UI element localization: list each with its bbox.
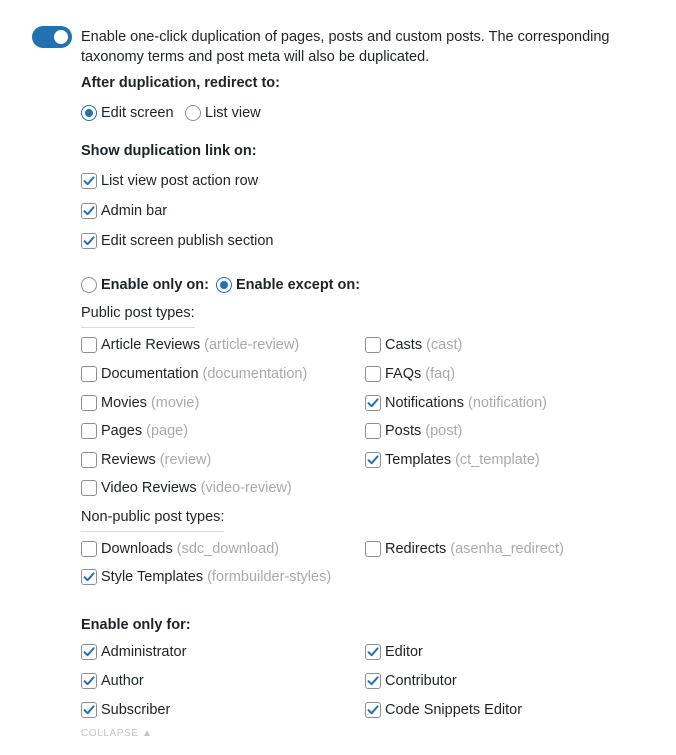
checkbox[interactable] <box>365 673 381 689</box>
role-label: Editor <box>385 644 423 660</box>
post-type-style-templates[interactable] <box>81 568 331 586</box>
radio-label: List view <box>205 105 261 121</box>
checkbox[interactable] <box>365 395 381 411</box>
post-type-label: Reviews <box>101 452 156 468</box>
post-type-label: Style Templates <box>101 569 204 585</box>
role-subscriber[interactable] <box>81 701 170 719</box>
post-type-slug: (cast) <box>426 337 463 353</box>
role-label: Code Snippets Editor <box>385 702 523 718</box>
intro-text: Enable one-click duplication of pages, posts and custom posts. The corresponding taxonomy terms and post meta will also be duplicated. <box>81 29 610 65</box>
post-type-casts[interactable] <box>365 336 462 354</box>
post-type-label: Notifications <box>385 395 464 411</box>
post-type-slug: (asenha_redirect) <box>450 541 564 557</box>
role-editor[interactable] <box>365 643 423 661</box>
checkbox[interactable] <box>365 337 381 353</box>
post-type-video-reviews[interactable] <box>81 479 292 497</box>
role-contributor[interactable] <box>365 672 457 690</box>
checkbox[interactable] <box>365 644 381 660</box>
checkbox[interactable] <box>365 541 381 557</box>
post-type-faqs[interactable] <box>365 365 455 383</box>
show-link-heading: Show duplication link on: <box>81 143 257 159</box>
post-type-label: Templates <box>385 452 452 468</box>
post-type-article-reviews[interactable] <box>81 336 299 354</box>
toggle-knob <box>54 30 68 44</box>
role-label: Author <box>101 673 144 689</box>
post-type-slug: (video-review) <box>200 480 292 496</box>
post-type-label: Casts <box>385 337 423 353</box>
post-type-slug: (movie) <box>150 395 200 411</box>
post-type-pages[interactable] <box>81 422 188 440</box>
radio-control[interactable] <box>216 277 232 293</box>
post-type-label: Posts <box>385 423 422 439</box>
checkbox-label: Edit screen publish section <box>101 233 274 249</box>
post-type-downloads[interactable] <box>81 540 279 558</box>
post-type-slug: (documentation) <box>202 366 308 382</box>
duplication-toggle[interactable] <box>32 26 72 48</box>
checkbox[interactable] <box>81 423 97 439</box>
post-type-label: Video Reviews <box>101 480 197 496</box>
role-label: Administrator <box>101 644 187 660</box>
role-label: Subscriber <box>101 702 171 718</box>
checkbox[interactable] <box>81 702 97 718</box>
redirect-heading: After duplication, redirect to: <box>81 75 280 91</box>
post-type-slug: (formbuilder-styles) <box>207 569 332 585</box>
post-type-label: Downloads <box>101 541 173 557</box>
checkbox[interactable] <box>81 480 97 496</box>
checkbox[interactable] <box>81 644 97 660</box>
post-type-notifications[interactable] <box>365 394 547 412</box>
radio-label: Edit screen <box>101 105 174 121</box>
radio-control[interactable] <box>81 105 97 121</box>
post-type-label: Movies <box>101 395 147 411</box>
post-type-documentation[interactable] <box>81 365 307 383</box>
radio-edit-screen[interactable] <box>81 104 174 122</box>
checkbox[interactable] <box>81 452 97 468</box>
post-type-label: FAQs <box>385 366 422 382</box>
roles-heading: Enable only for: <box>81 617 191 633</box>
post-type-slug: (article-review) <box>204 337 300 353</box>
checkbox-admin-bar[interactable] <box>81 202 167 220</box>
role-label: Contributor <box>385 673 457 689</box>
collapse-link[interactable]: COLLAPSE ▲ <box>81 728 153 739</box>
checkbox[interactable] <box>81 337 97 353</box>
post-type-slug: (page) <box>146 423 189 439</box>
post-type-slug: (faq) <box>425 366 456 382</box>
checkbox-label: Admin bar <box>101 203 168 219</box>
post-type-slug: (ct_template) <box>455 452 540 468</box>
non-public-post-types-heading: Non-public post types: <box>81 509 224 532</box>
role-code-snippets-editor[interactable] <box>365 701 522 719</box>
post-type-reviews[interactable] <box>81 451 211 469</box>
checkbox[interactable] <box>81 395 97 411</box>
post-type-label: Redirects <box>385 541 447 557</box>
checkbox[interactable] <box>365 452 381 468</box>
post-type-label: Article Reviews <box>101 337 201 353</box>
radio-list-view[interactable] <box>185 104 261 122</box>
checkbox[interactable] <box>81 233 97 249</box>
post-type-label: Documentation <box>101 366 199 382</box>
checkbox-label: List view post action row <box>101 173 259 189</box>
checkbox-edit-screen-publish[interactable] <box>81 232 274 250</box>
radio-label: Enable only on: <box>101 277 209 293</box>
radio-enable-only-on[interactable] <box>81 276 209 294</box>
checkbox[interactable] <box>81 541 97 557</box>
radio-enable-except-on[interactable] <box>216 276 360 294</box>
post-type-posts[interactable] <box>365 422 462 440</box>
checkbox[interactable] <box>81 569 97 585</box>
public-post-types-heading: Public post types: <box>81 305 195 328</box>
radio-control[interactable] <box>81 277 97 293</box>
post-type-slug: (post) <box>425 423 463 439</box>
post-type-redirects[interactable] <box>365 540 564 558</box>
role-author[interactable] <box>81 672 144 690</box>
post-type-templates[interactable] <box>365 451 540 469</box>
checkbox-list-view-action-row[interactable] <box>81 172 258 190</box>
checkbox[interactable] <box>81 366 97 382</box>
checkbox[interactable] <box>81 673 97 689</box>
checkbox[interactable] <box>81 203 97 219</box>
post-type-slug: (notification) <box>467 395 547 411</box>
radio-control[interactable] <box>185 105 201 121</box>
checkbox[interactable] <box>81 173 97 189</box>
post-type-slug: (review) <box>159 452 212 468</box>
checkbox[interactable] <box>365 366 381 382</box>
post-type-slug: (sdc_download) <box>176 541 280 557</box>
post-type-label: Pages <box>101 423 143 439</box>
radio-label: Enable except on: <box>236 277 361 293</box>
role-administrator[interactable] <box>81 643 186 661</box>
checkbox[interactable] <box>365 423 381 439</box>
checkbox[interactable] <box>365 702 381 718</box>
post-type-movies[interactable] <box>81 394 199 412</box>
